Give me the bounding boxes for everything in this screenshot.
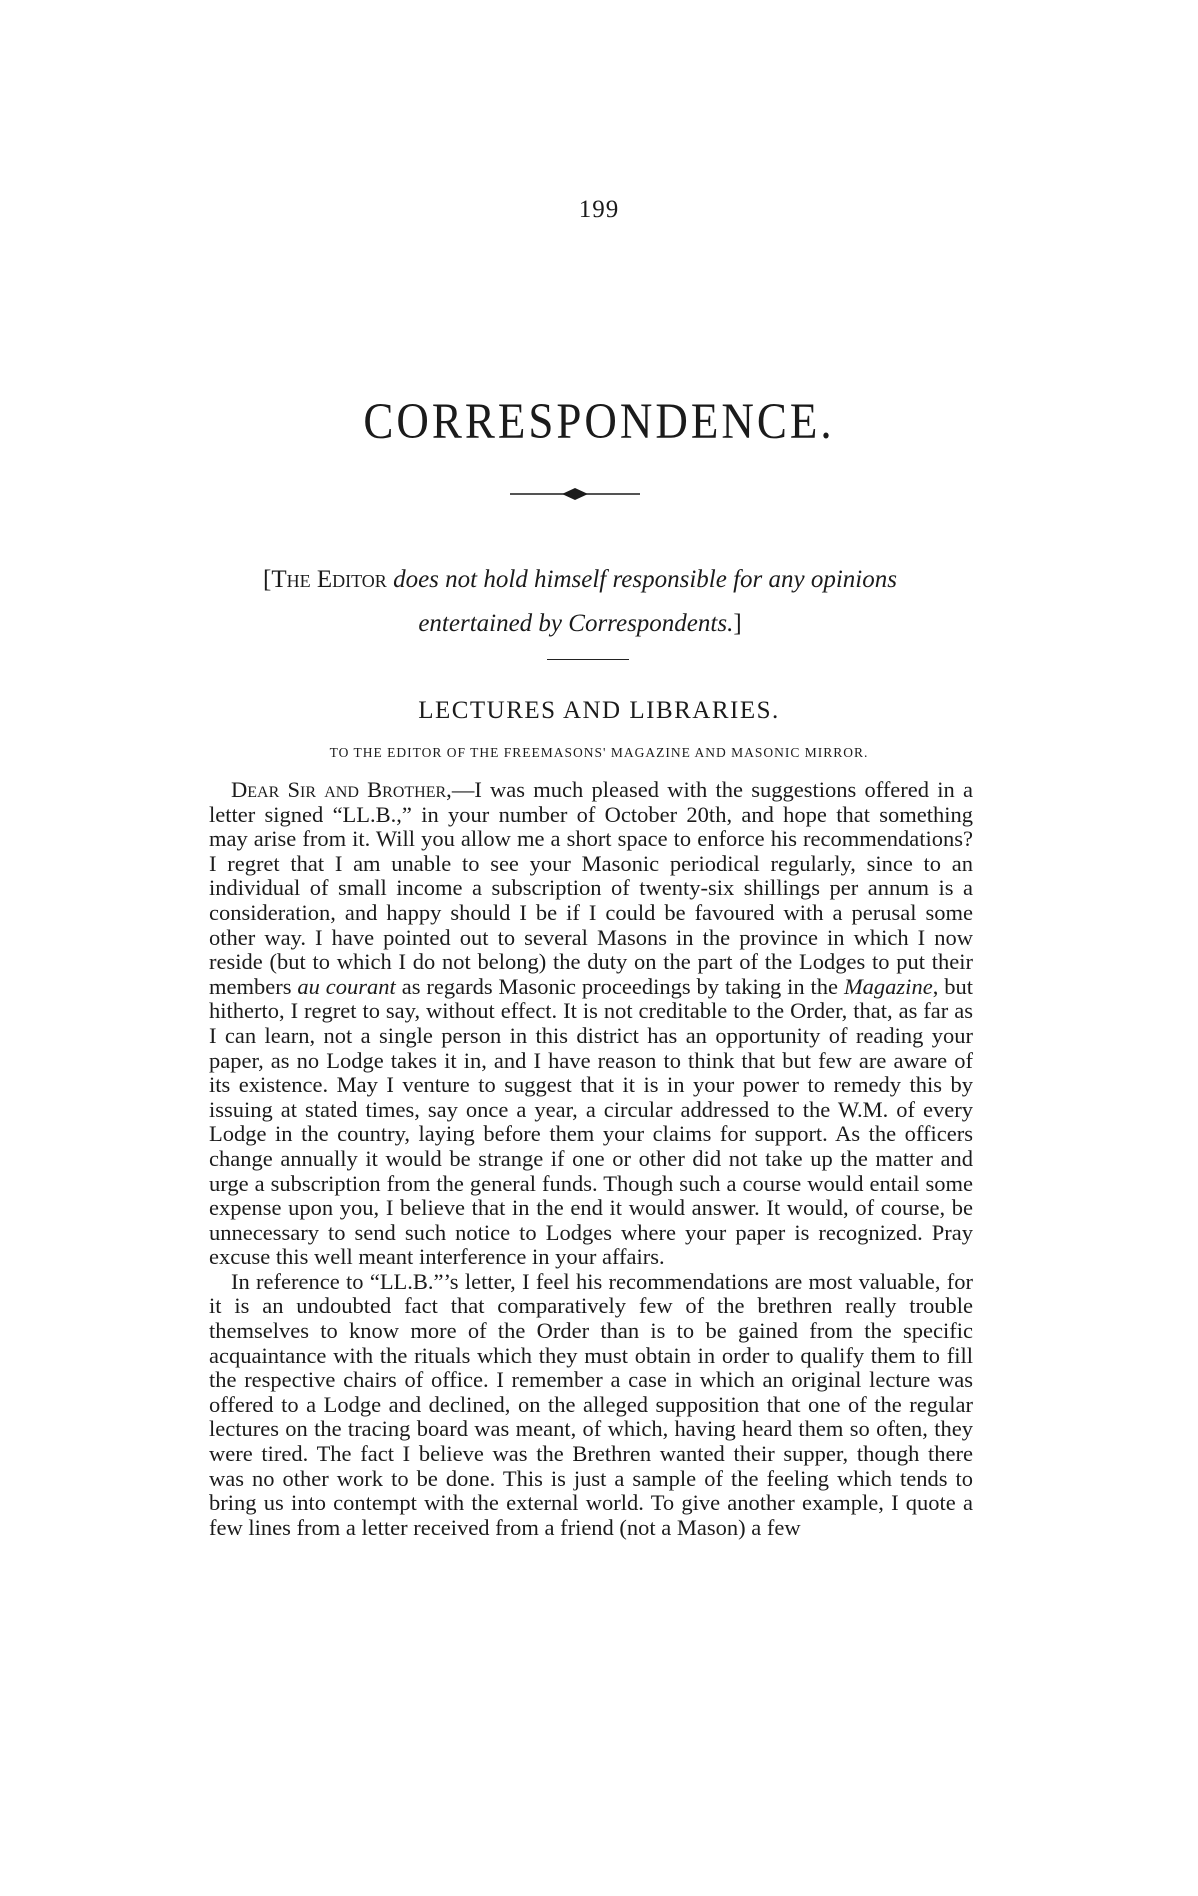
- divider-rule: [547, 659, 629, 660]
- ornament-diamond: [562, 488, 588, 500]
- editor-prefix: The Editor: [271, 566, 387, 593]
- article-title: LECTURES AND LIBRARIES.: [418, 697, 780, 724]
- section-title: CORRESPONDENCE.: [363, 393, 835, 449]
- bracket-open: [: [263, 566, 272, 593]
- letter-addressee: TO THE EDITOR OF THE FREEMASONS' MAGAZINE AND MASONIC MIRROR.: [329, 745, 869, 760]
- article-body: [209, 778, 973, 1540]
- au-courant-phrase: au courant: [297, 973, 396, 999]
- diamond-ornament-divider: [510, 487, 640, 501]
- paragraph-1-part-a: —I was much pleased with the suggestions offered in a letter signed “LL.B.,” in your number of October 20th, and hope that something may arise from it. Will you allow me a short space to enforce his recommendations? I regret that I am unable to see your Masonic periodical regularly, since to an individual of small income a subscription of twenty-six shillings per annum is a consideration, and happy should I be if I could be favoured with a perusal some other way. I have pointed out to several Masons in the province in which I now reside (but to which I do not belong) the duty on the part of the Lodges to put their members: [209, 777, 974, 999]
- bracket-close: ]: [733, 610, 742, 637]
- paragraph-1-part-b: as regards Masonic proceedings by taking in the: [395, 973, 844, 999]
- salutation: Dear Sir and Brother,: [231, 777, 452, 802]
- paragraph-1-part-c: , but hitherto, I regret to say, without effect. It is not creditable to the Order, that, as far as I can learn, not a single person in this district has an opportunity of reading your paper, as no Lodge takes it in, and I have reason to think that but few are aware of its existence. May I venture to suggest that it is in your power to remedy this by issuing at stated times, say once a year, a circular addressed to the W.M. of every Lodge in the country, laying before them your claims for support. As the officers change annually it would be strange if one or other did not take up the matter and urge a subscription from the general funds. Though such a course would entail some expense upon you, I believe that in the end it would answer. It would, of course, be unnecessary to send such notice to Lodges where your paper is recognized. Pray excuse this well meant interference in your affairs.: [209, 973, 973, 1270]
- disclaimer-line-1: does not hold himself responsible for any opinions: [386, 566, 897, 593]
- paragraph-2: In reference to “LL.B.”’s letter, I feel his recommendations are most valuable, for it is an undoubted fact that comparatively few of the brethren really trouble themselves to know more of the Order than is to be gained from the specific acquaintance with the rituals which they must obtain in order to qualify them to fill the respective chairs of office. I remember a case in which an original lecture was offered to a Lodge and declined, on the alleged supposition that one of the regular lectures on the tracing board was meant, of which, having heard them so often, they were tired. The fact I believe was the Brethren wanted their supper, though there was no other work to be done. This is just a sample of the feeling which tends to bring us into contempt with the external world. To give another example, I quote a few lines from a letter received from a friend (not a Mason) a few: [209, 1268, 973, 1540]
- paragraph-1: [209, 778, 973, 1270]
- magazine-reference: Magazine: [843, 973, 933, 999]
- disclaimer-line-2: entertained by Correspondents.: [418, 610, 734, 637]
- editorial-disclaimer: [210, 558, 950, 646]
- page-number: 199: [578, 196, 620, 223]
